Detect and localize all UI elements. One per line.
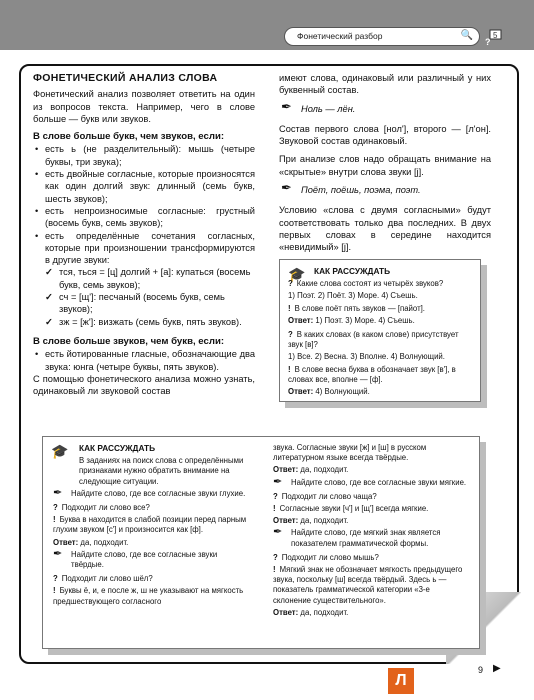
note: ! Буквы ё, и, е после ж, ш не указывают на мягкость предшествующего согласного (53, 586, 249, 606)
answer-text: да, подходит. (300, 516, 349, 526)
task (53, 547, 249, 570)
graduation-cap-icon: 🎓 (288, 266, 306, 282)
page-number: 9 (478, 665, 484, 675)
answer-text: 1) Поэт. 3) Море. 4) Съешь. (315, 315, 415, 325)
question-badge-icon[interactable] (485, 28, 503, 46)
answer-label: Ответ: (53, 537, 79, 547)
task (53, 486, 249, 499)
section-title: ФОНЕТИЧЕСКИЙ АНАЛИЗ СЛОВА (33, 72, 218, 84)
outro-paragraph: С помощью фонетического анализа можно узнать, одинаковый ли звуковой состав (33, 373, 255, 397)
question: ? Подходит ли слово чаща? (273, 492, 469, 502)
note: ! В слове весна буква в обозначает звук [в'], в словах все, вполне — [ф]. (288, 365, 472, 385)
triangle-right-icon[interactable]: ▶ (493, 663, 501, 674)
graduation-cap-icon: 🎓 (51, 443, 69, 459)
paragraph: имеют слова, одинаковый или различный у них буквенный состав. (279, 73, 491, 96)
check-item: ✓ зж = [ж']: визжать (семь букв, пять звуков). (33, 316, 255, 328)
example-text: Поёт, поёшь, поэма, поэт. (301, 185, 421, 196)
question: ? Подходит ли слово все? (53, 503, 249, 513)
search-field[interactable] (284, 27, 480, 46)
box-title: КАК РАССУЖДАТЬ (314, 266, 391, 276)
task-text: Найдите слово, где все согласные звуки мягкие. (291, 477, 467, 487)
answer (273, 608, 469, 618)
example-text: Ноль — лён. (301, 103, 356, 114)
intro-paragraph: Фонетический анализ позволяет ответить на один из вопросов текста. Например, чего в слове больше — букв или звуков. (33, 89, 255, 124)
list-item: • есть йотированные гласные, обозначающие два звука: юнга (четыре буквы, пять звуков). (33, 348, 255, 373)
left-column (33, 72, 255, 403)
question: ? Какие слова состоят из четырёх звуков? (288, 279, 472, 289)
task (273, 528, 469, 548)
answer-text: да, подходит. (300, 465, 349, 475)
note: ! Мягкий знак не обозначает мягкость предыдущего звука, поскольку [ш] всегда твёрдый. Здесь ь — показатель грамматической категории «3-е склонение существительного». (273, 565, 469, 606)
answer-label: Ответ: (288, 387, 314, 397)
pencil-icon: ✒ (273, 475, 283, 488)
box2-left-column (53, 443, 249, 609)
search-icon[interactable]: 🔍 (460, 30, 473, 41)
question: ? Подходит ли слово шёл? (53, 574, 249, 584)
answer-text: да, подходит. (80, 537, 129, 547)
options: 1) Поэт. 2) Поёт. 3) Море. 4) Съешь. (288, 291, 418, 301)
check-item: ✓ тся, ться = [ц] долгий + [а]: купаться (восемь букв, семь звуков); (33, 266, 255, 291)
reasoning-box-1 (279, 259, 481, 402)
paragraph: Состав первого слова [нол'], второго — [л'он]. Звуковой состав одинаковый. (279, 123, 491, 147)
question: ? Подходит ли слово мышь? (273, 553, 469, 563)
right-column (279, 72, 491, 260)
list-item: • есть двойные согласные, которые произносятся как один долгий звук: длинный (семь букв, шесть звуков); (33, 168, 255, 205)
reasoning-box-2 (42, 436, 480, 649)
example (279, 98, 491, 115)
answer (273, 516, 469, 526)
answer-label: Ответ: (273, 516, 299, 526)
paragraph: При анализе слов надо обращать внимание на «скрытые» внутри слова звуки [j]. (279, 154, 491, 177)
note: ! В слове поёт пять звуков — [пайот]. (288, 304, 472, 314)
box-intro: В заданиях на поиск слова с определёнными признаками нужно обратить внимание на следующие ситуации. (79, 456, 244, 486)
answer-label: Ответ: (273, 607, 299, 617)
answer-label: Ответ: (288, 315, 314, 325)
publisher-logo[interactable]: Л (388, 668, 414, 694)
pen-icon: ✒ (281, 98, 292, 114)
top-bar (0, 0, 534, 50)
list-item: • есть ь (не разделительный): мышь (четыре буквы, три звука); (33, 143, 255, 168)
svg-text:5: 5 (493, 31, 498, 40)
task-text: Найдите слово, где мягкий знак является показателем грамматической формы. (291, 528, 441, 548)
box2-right-column (273, 443, 469, 620)
pencil-icon: ✒ (273, 526, 283, 539)
answer (273, 465, 469, 475)
question: ? В каких словах (в каком слове) присутствует звук [в]? (288, 330, 472, 350)
answer (288, 387, 472, 397)
task (273, 475, 469, 488)
note: ! Буква в находится в слабой позиции перед парным глухим звуком [с'] и произносится как [ф]. (53, 515, 249, 535)
task-text: Найдите слово, где все согласные звуки твёрдые. (71, 549, 218, 570)
subheading-more-letters: В слове больше букв, чем звуков, если: (33, 131, 225, 143)
note: ! Согласные звуки [ч'] и [щ'] всегда мягкие. (273, 504, 469, 514)
answer (288, 316, 472, 326)
continued-text: звука. Согласные звуки [ж] и [ш] в русском литературном языке всегда твёрдые. (273, 443, 427, 463)
answer-text: 4) Волнующий. (315, 387, 370, 397)
list-item: • есть непроизносимые согласные: грустный (восемь букв, семь звуков); (33, 205, 255, 230)
answer-label: Ответ: (273, 465, 299, 475)
pen-icon: ✒ (281, 180, 292, 196)
check-item: ✓ сч = [щ']: песчаный (восемь букв, семь звуков); (33, 291, 255, 316)
example (279, 180, 491, 196)
answer (53, 538, 249, 548)
paragraph: Условию «слова с двумя согласными» будут соответствовать только два последних. В двух первых словах в середине находится «невидимый» [j]. (279, 205, 491, 253)
subheading-more-sounds: В слове больше звуков, чем букв, если: (33, 335, 225, 347)
box-title: КАК РАССУЖДАТЬ (79, 443, 156, 453)
svg-text:?: ? (485, 37, 491, 46)
pencil-icon: ✒ (53, 547, 63, 560)
search-text: Фонетический разбор (297, 31, 383, 41)
list-item: • есть определённые сочетания согласных, которые при произношении трансформируются в другие звуки: (33, 230, 255, 267)
pencil-icon: ✒ (53, 486, 63, 499)
task-text: Найдите слово, где все согласные звуки глухие. (71, 488, 246, 498)
options: 1) Все. 2) Весна. 3) Вполне. 4) Волнующий. (288, 352, 445, 362)
answer-text: да, подходит. (300, 607, 349, 617)
